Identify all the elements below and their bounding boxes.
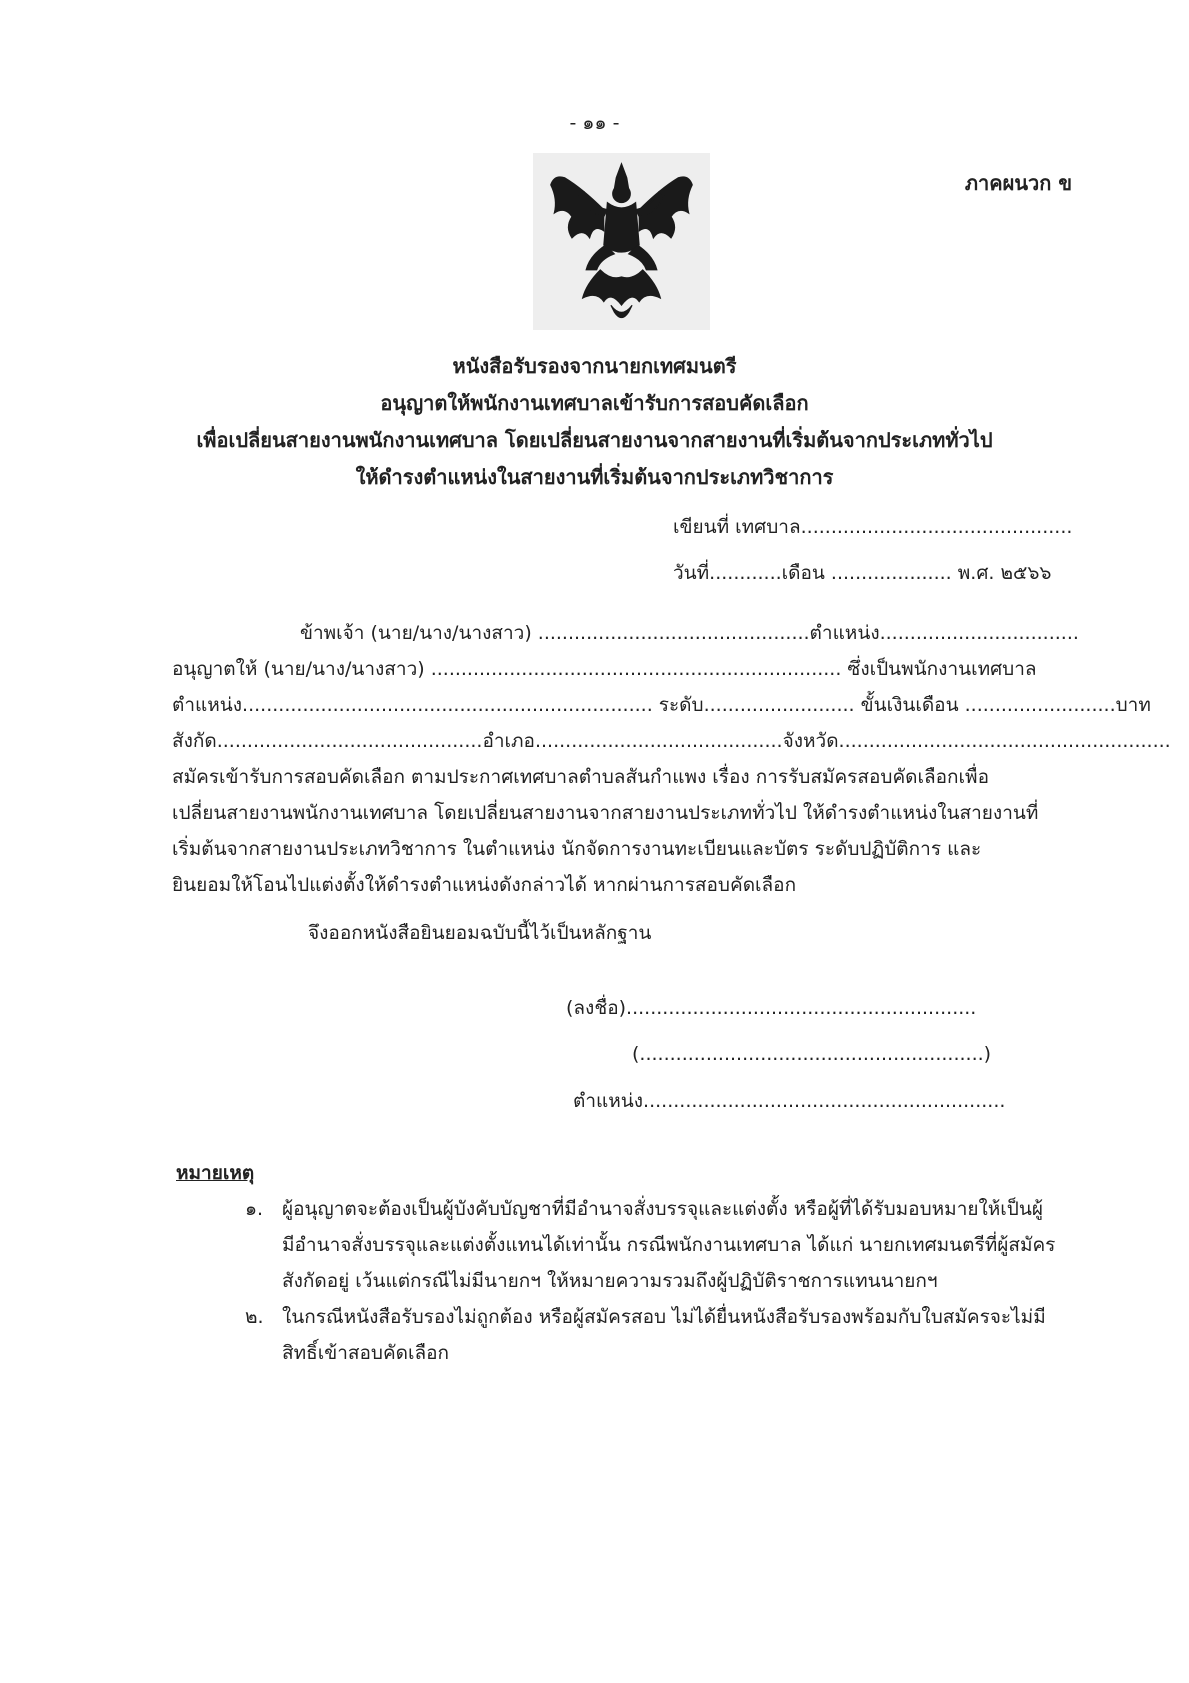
written-at-line: เขียนที่ เทศบาล............................................. (673, 516, 1073, 538)
printed-name-line: (.........................................................) (632, 1043, 992, 1065)
body-line-1: ข้าพเจ้า (นาย/นาง/นางสาว) .............................................ตำแหน่ง................................. (300, 622, 1079, 644)
remark-1-number: ๑. (245, 1198, 264, 1220)
garuda-emblem-graphic (533, 153, 710, 330)
remark-2-number: ๒. (245, 1306, 264, 1328)
signer-position-line: ตำแหน่ง............................................................ (573, 1090, 1006, 1112)
date-line: วันที่............เดือน .................... พ.ศ. ๒๕๖๖ (673, 562, 1052, 584)
garuda-emblem-icon (533, 153, 710, 330)
remarks-heading: หมายเหตุ (176, 1162, 255, 1184)
title-line-4: ให้ดำรงตำแหน่งในสายงานที่เริ่มต้นจากประเภทวิชาการ (355, 465, 834, 489)
body-line-3: ตำแหน่ง.................................................................... ระดับ......................... ขั้นเงินเดือน .........................บาท (172, 694, 1151, 716)
signature-line: (ลงชื่อ).......................................................... (566, 997, 977, 1019)
title-line-1: หนังสือรับรองจากนายกเทศมนตรี (452, 354, 737, 378)
page-number: - ๑๑ - (569, 112, 620, 134)
body-line-4: สังกัด............................................อำเภอ.........................................จังหวัด....................................................... (172, 730, 1171, 752)
body-line-7: เริ่มต้นจากสายงานประเภทวิชาการ ในตำแหน่ง นักจัดการงานทะเบียนและบัตร ระดับปฏิบัติการ และ (172, 838, 982, 860)
remark-1-line-1: ผู้อนุญาตจะต้องเป็นผู้บังคับบัญชาที่มีอำนาจสั่งบรรจุและแต่งตั้ง หรือผู้ที่ได้รับมอบหมายให้เป็นผู้ (282, 1198, 1043, 1220)
closing-line: จึงออกหนังสือยินยอมฉบับนี้ไว้เป็นหลักฐาน (308, 922, 652, 944)
remark-2-line-2: สิทธิ์เข้าสอบคัดเลือก (282, 1342, 450, 1364)
remark-2-line-1: ในกรณีหนังสือรับรองไม่ถูกต้อง หรือผู้สมัครสอบ ไม่ได้ยื่นหนังสือรับรองพร้อมกับใบสมัครจะไม่มี (282, 1306, 1046, 1328)
body-line-6: เปลี่ยนสายงานพนักงานเทศบาล โดยเปลี่ยนสายงานจากสายงานประเภททั่วไป ให้ดำรงตำแหน่งในสายงานที่ (172, 802, 1039, 824)
remark-1-line-3: สังกัดอยู่ เว้นแต่กรณีไม่มีนายกฯ ให้หมายความรวมถึงผู้ปฏิบัติราชการแทนนายกฯ (282, 1270, 938, 1292)
body-line-2: อนุญาตให้ (นาย/นาง/นางสาว) .................................................................... ซึ่งเป็นพนักงานเทศบาล (172, 658, 1037, 680)
body-line-8: ยินยอมให้โอนไปแต่งตั้งให้ดำรงตำแหน่งดังกล่าวได้ หากผ่านการสอบคัดเลือก (172, 874, 797, 896)
title-line-3: เพื่อเปลี่ยนสายงานพนักงานเทศบาล โดยเปลี่ยนสายงานจากสายงานที่เริ่มต้นจากประเภททั่วไป (196, 428, 993, 452)
body-line-5: สมัครเข้ารับการสอบคัดเลือก ตามประกาศเทศบาลตำบลสันกำแพง เรื่อง การรับสมัครสอบคัดเลือกเพื่อ (172, 766, 989, 788)
annex-label: ภาคผนวก ข (964, 171, 1072, 195)
title-line-2: อนุญาตให้พนักงานเทศบาลเข้ารับการสอบคัดเลือก (380, 391, 809, 415)
remark-1-line-2: มีอำนาจสั่งบรรจุและแต่งตั้งแทนได้เท่านั้น กรณีพนักงานเทศบาล ได้แก่ นายกเทศมนตรีที่ผู้สมัคร (282, 1234, 1056, 1256)
